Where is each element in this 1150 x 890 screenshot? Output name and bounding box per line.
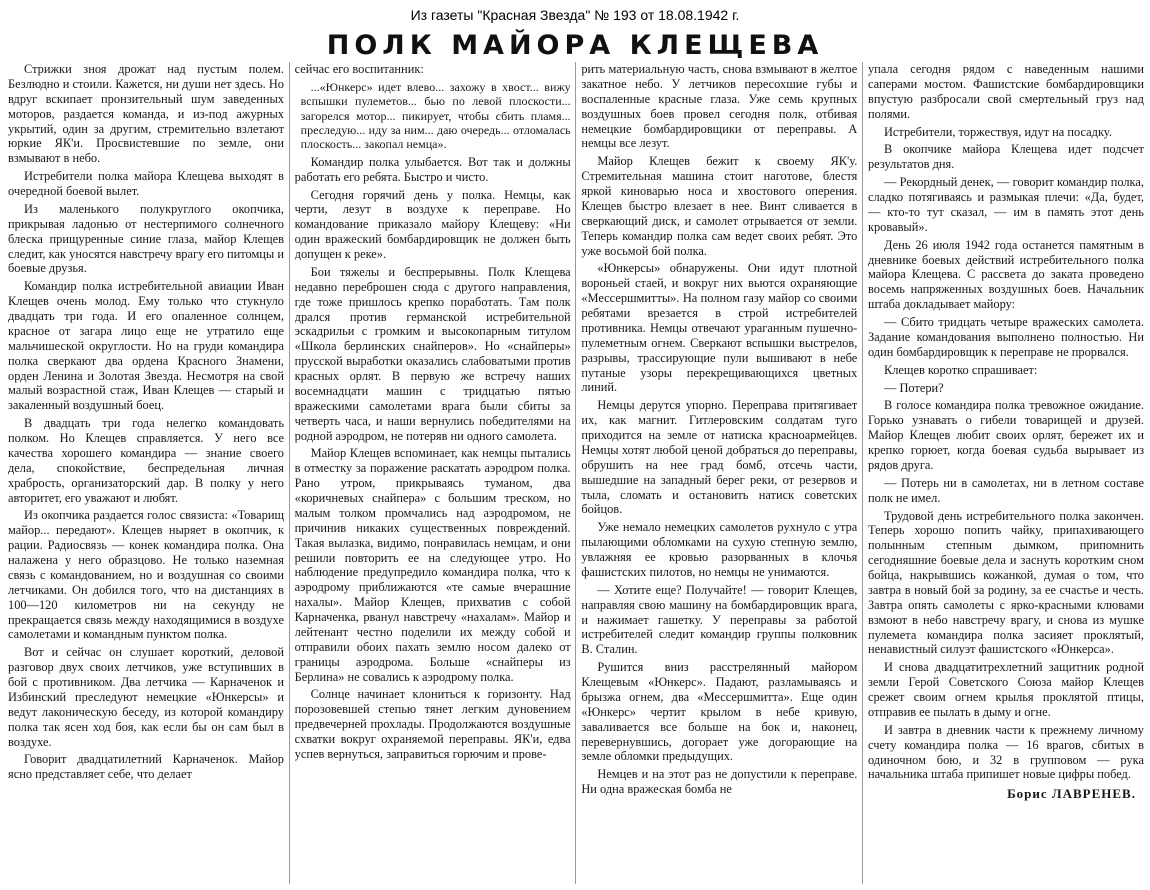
- article-columns: [8, 62, 1144, 884]
- article-paragraph: Немцы дерутся упорно. Переправа притягивает их, как магнит. Гитлеровским солдатам туго приходится на земле от натиска красноармейцев. Немцы хотят любой ценой добраться до переправы, обрушить на нее град бомб, отсечь части, вышедшие на западный берег реки, от резервов и тыла, сломать и остановить натиск советских бойцов.: [581, 398, 858, 517]
- article-paragraph: — Потерь ни в самолетах, ни в летном составе полк не имел.: [867, 475, 1144, 505]
- article-paragraph: Уже немало немецких самолетов рухнуло с утра пылающими обломками на сухую степную землю, увлажняя ее кровью разорванных в клочья фашистских пилотов, но немцы не унимаются.: [581, 520, 858, 579]
- column-divider: [289, 62, 290, 884]
- article-paragraph: И снова двадцатитрехлетний защитник родной земли Герой Советского Союза майор Клещев срежет своим огнем крылья проклятой птицы, отправив ее пылать в дыму и огне.: [867, 660, 1144, 719]
- article-headline: ПОЛК МАЙОРА КЛЕЩЕВА: [326, 30, 824, 61]
- article-paragraph: Майор Клещев бежит к своему ЯК'у. Стремительная машина стоит наготове, блестя яркой киноварью носа и хвостового оперения. Клещев быстро влезает в нее. Винт сливается в сверкающий диск, и самолет отрывается от земли. Теперь командир полка сам ведет своих ребят. Это уже восьмой бой полка.: [581, 154, 858, 258]
- article-paragraph: День 26 июля 1942 года останется памятным в дневнике боевых действий истребительного полка майора Клещева. С рассвета до заката проведено восемь напряженных воздушных боев. Начальник штаба докладывает майору:: [867, 237, 1144, 312]
- article-paragraph: — Сбито тридцать четыре вражеских самолета. Задание командования выполнено полностью. Ни один бомбардировщик к переправе не прорвался.: [867, 315, 1144, 359]
- column-2: [295, 62, 571, 884]
- article-paragraph: Клещев коротко спрашивает:: [883, 362, 1038, 377]
- article-paragraph: Истребители полка майора Клещева выходят в очередной боевой вылет.: [8, 169, 284, 198]
- article-paragraph: Вот и сейчас он слушает короткий, деловой разговор двух своих летчиков, уже вступивших в бой с противником. Два летчика — Карначенок и Избинский преследуют немецкие «Юнкерсы» и ведут лаконическую беседу, из которой командиру полка так ясен ход боя, как если бы он сам был в воздухе.: [8, 645, 284, 749]
- article-paragraph: Майор Клещев вспоминает, как немцы пытались в отместку за поражение раскатать аэродром полка. Рано утром, прикрываясь туманом, два «коричневых снайпера» с большим треском, но малым толком промчались над аэродромом, не причинив никаких существенных повреждений. Такая вылазка, видимо, понравилась немцам, и они решили повторить ее на следующее утро. Но наблюдение предупредило командира полка, что к аэродрому приближаются «те самые вчерашние нахалы». Майор Клещев, прихватив с собой Карначенка, рванул навстречу «нахалам». Майор и лейтенант честно поделили их между собой и отправили обоих пахать землю носом далеко от границы аэродрома. Больше «снайперы из Берлина» не совались к аэродрому полка.: [294, 446, 571, 684]
- author-signature: Борис ЛАВРЕНЕВ.: [1007, 786, 1136, 802]
- column-3: [581, 62, 857, 884]
- article-paragraph: ...«Юнкерс» идет влево... захожу в хвост... вижу вспышки пулеметов... бью по левой плоскости... загорелся мотор... пикирует, чтобы сбить пламя... преследую... иду за ним... даю очередь... отломалась плоскость... закопал немца».: [300, 79, 571, 152]
- article-paragraph: Немцев и на этот раз не допустили к переправе. Ни одна вражеская бомба не: [581, 767, 858, 797]
- source-caption: Из газеты "Красная Звезда" № 193 от 18.08.1942 г.: [410, 7, 740, 23]
- article-paragraph: Истребители, торжествуя, идут на посадку.: [883, 124, 1112, 139]
- article-paragraph: В двадцать три года нелегко командовать полком. Но Клещев справляется. У него все качества хорошего командира — знание своего дела, спокойствие, беспредельная личная храбрость, организаторский дар. В полку у него авторитет, его уважают и любят.: [8, 416, 284, 505]
- article-paragraph: упала сегодня рядом с наведенным нашими саперами мостом. Фашистские бомбардировщики впустую разбросали свой смертельный груз над полями.: [867, 62, 1144, 121]
- article-paragraph: Говорит двадцатилетний Карначенок. Майор ясно представляет себе, что делает: [8, 752, 284, 782]
- article-paragraph: Командир полка истребительной авиации Иван Клещев очень молод. Ему только что стукнуло двадцать три года. И его опаленное солнцем, красное от загара лицо еще не утратило еще мальчишеской округлости. Но на груди командира полка сверкают два ордена Красного Знамени, орден Ленина и Золотая Звезда. Несмотря на свой малый возрастной стаж, Иван Клещев — старый и закаленный воздушный боец.: [8, 279, 284, 413]
- article-paragraph: Из маленького полукруглого окопчика, прикрывая ладонью от нестерпимого солнечного блеска прищуренные синие глаза, майор Клещев следит, как уносятся навстречу врагу его питомцы и боевые друзья.: [8, 201, 284, 276]
- column-4: [868, 62, 1144, 884]
- article-paragraph: — Хотите еще? Получайте! — говорит Клещев, направляя свою машину на бомбардировщик врага, и нажимает гашетку. У переправы за работой истребителей следит командир группы полковник В. Сталин.: [581, 582, 858, 657]
- article-paragraph: сейчас его воспитанник:: [294, 62, 424, 76]
- article-paragraph: «Юнкерсы» обнаружены. Они идут плотной вороньей стаей, и вокруг них вьются охраняющие «Мессершмитты». На полном газу майор со своими ребятами врезается в строй истребителей противника. Немцы отвечают ураганным пушечно-пулеметным огнем. Сверкают вспышки выстрелов, разрывы, трассирующие пули вышивают в небе путаные узоры перекрещивающихся цветных линий.: [581, 261, 858, 395]
- article-paragraph: Бои тяжелы и беспрерывны. Полк Клещева недавно переброшен сюда с другого направления, где тоже пришлось крепко поработать. Там полк дрался против германской истребительной эскадрильи с громким и высокопарным титулом «Школа берлинских снайперов». Но «снайперы» прусской выработки оказались слабоватыми против красных орлят. В первую же встречу наших восемнадцати машин с тридцатью пятью вражескими самолетами врага были сбиты за четверть часа, и наши вернулись победителями на родной аэродром, не потеряв ни одного самолета.: [294, 264, 571, 443]
- article-paragraph: И завтра в дневник части к прежнему личному счету командира полка — 16 врагов, сбитых в одиночном бою, и 32 в групповом — рука начальника штаба припишет новые цифры побед.: [867, 722, 1144, 782]
- article-paragraph: Сегодня горячий день у полка. Немцы, как черти, лезут в воздухе к переправе. Но командование приказало майору Клещеву: «Ни один вражеский бомбардировщик не должен быть допущен к реке».: [294, 187, 571, 262]
- article-paragraph: рить материальную часть, снова взмывают в желтое закатное небо. У летчиков пересохшие губы и воспаленные красные глаза. Уже семь крупных воздушных боев провел сегодня полк, отбивая немецкие бомбардировщики от переправы. А немцы все лезут.: [581, 62, 858, 151]
- article-paragraph: Из окопчика раздается голос связиста: «Товарищ майор... передают». Клещев ныряет в окопчик, к рации. Радиосвязь — конек командира полка. Она налажена у него образцово. Не только наземная связь с командованием, но и воздушная со своими летчиками. Он добился того, что на дистанциях в 100—120 километров ни на секунду не прекращается связь между находящимися в воздухе самолетами и командным пунктом полка.: [8, 508, 284, 642]
- article-paragraph: Рушится вниз расстрелянный майором Клещевым «Юнкерс». Падают, разламываясь и брызжа огнем, два «Мессершмитта». Еще один «Юнкерс» чертит крылом в небе кривую, заваливается все больше на бок и, наконец, перевернувшись, догорает уже догорающие на земле обломки предыдущих.: [581, 660, 858, 764]
- column-divider: [575, 62, 576, 884]
- article-paragraph: В окопчике майора Клещева идет подсчет результатов дня.: [867, 142, 1144, 172]
- article-paragraph: В голосе командира полка тревожное ожидание. Горько узнавать о гибели товарищей и друзей. Майор Клещев любит своих орлят, бережет их и крепко горюет, когда боевая судьба вырывает из рядов друга.: [867, 398, 1144, 472]
- article-paragraph: — Рекордный денек, — говорит командир полка, сладко потягиваясь и размыкая плечи: «Да, будет, — кто-то тут сказал, — им в память этот день кровавый».: [867, 175, 1144, 234]
- article-paragraph: Стрижки зноя дрожат над пустым полем. Безлюдно и стоили. Кажется, ни души нет здесь. Но вдруг вскипает пронзительный шум заведенных моторов, раздается команда, и из-под ажурных укрытий, один за другим, стремительно взлетают юркие ЯК'и. Просвистевшие по земле, они взмывают в небо.: [8, 62, 284, 166]
- article-paragraph: Трудовой день истребительного полка закончен. Теперь хорошо попить чайку, припахивающего полынным степным дымком, припомнить сегодняшние боевые дела и заснуть коротким сном бойца, накрывшись кожанкой, думая о том, что завтра в новый бой за родину, за ее счастье и честь. Завтра опять самолеты с ярко-красными клювами взмоют в небо навстречу врагу, и снова из мушке пулемета командира полка засияет проклятый, ненавистный силуэт фашистского «Юнкерса».: [867, 508, 1144, 657]
- column-divider: [862, 62, 863, 884]
- article-paragraph: Солнце начинает клониться к горизонту. Над порозовевшей степью тянет легким дуновением предвечерней прохлады. Продолжаются воздушные схватки вокруг охраняемой переправы. ЯК'и, едва успев вернуться, заправиться горючим и прове-: [294, 687, 571, 761]
- article-paragraph: — Потери?: [883, 380, 944, 395]
- column-1: [8, 62, 284, 884]
- article-paragraph: Командир полка улыбается. Вот так и должны работать его ребята. Быстро и чисто.: [294, 154, 571, 184]
